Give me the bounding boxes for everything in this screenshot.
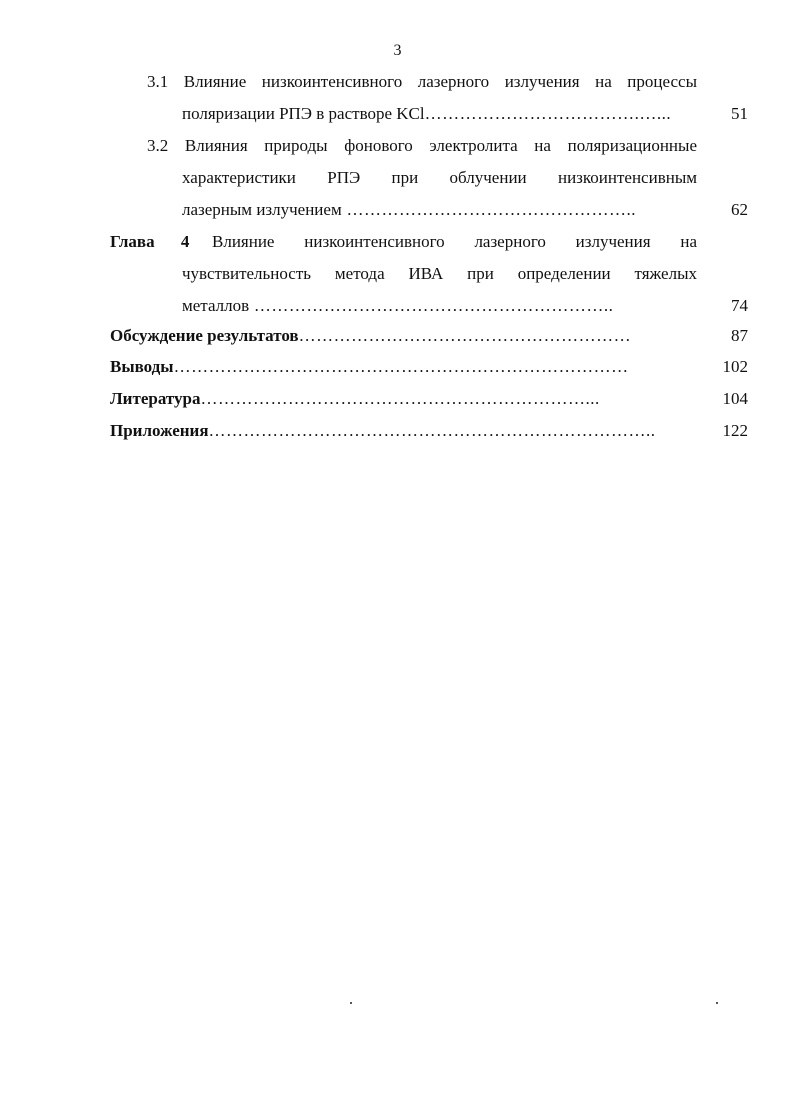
toc-discussion-title: Обсуждение результатов: [110, 326, 299, 345]
toc-leader-dots: ……………………………………………………..: [249, 296, 614, 315]
toc-leader-dots: …………………………………………..: [341, 200, 636, 219]
toc-entry-3-2-text: лазерным излучением: [182, 200, 342, 219]
toc-leader-dots: …………………………………………………………...: [200, 389, 600, 408]
toc-conclusions-title: Выводы: [110, 357, 174, 376]
toc-chapter-4-label: Глава 4: [110, 232, 190, 251]
toc-leader-dots: ……………………………………………………………………: [173, 357, 629, 376]
toc-chapter-4-line-2: чувствительность метода ИВА при определении тяжелых: [182, 264, 697, 283]
toc-entry-literature: [110, 389, 600, 409]
toc-chapter-4-text: металлов: [182, 296, 250, 315]
toc-entry-3-2-line-2: характеристики РПЭ при облучении низкоинтенсивным: [182, 168, 697, 187]
toc-entry-3-2-line-3: [182, 200, 636, 220]
toc-entry-3-1-line-2: [182, 104, 671, 124]
toc-entry-3-1-line-1: 3.1 Влияние низкоинтенсивного лазерного излучения на процессы: [147, 72, 697, 91]
toc-entry-discussion: [110, 326, 631, 346]
toc-leader-dots: …………………………………………………: [298, 326, 632, 345]
toc-leader-dots: …………………………………………………………………..: [208, 421, 656, 440]
toc-entry-3-2-line-1: 3.2 Влияния природы фонового электролита на поляризационные: [147, 136, 697, 155]
toc-page-discussion: 87: [731, 326, 748, 345]
toc-chapter-4-line-3: [182, 296, 613, 316]
toc-chapter-4-line-1: Влияние низкоинтенсивного лазерного излучения на: [212, 232, 697, 251]
toc-appendix-title: Приложения: [110, 421, 209, 440]
toc-entry-3-1-text: поляризации РПЭ в растворе KCl: [182, 104, 425, 123]
toc-page-3-1: 51: [731, 104, 748, 123]
page-number: 3: [393, 42, 402, 59]
toc-entry-conclusions: [110, 357, 629, 377]
toc-literature-title: Литература: [110, 389, 201, 408]
toc-page-chapter-4: 74: [731, 296, 748, 315]
toc-page-literature: 104: [722, 389, 748, 408]
scan-speck: [350, 1002, 352, 1004]
toc-leader-dots: ……………………………….…...: [424, 104, 672, 123]
toc-page-3-2: 62: [731, 200, 748, 219]
toc-page-conclusions: 102: [722, 357, 748, 376]
toc-entry-appendix: [110, 421, 656, 441]
scan-speck: [716, 1002, 718, 1004]
toc-page-appendix: 122: [722, 421, 748, 440]
